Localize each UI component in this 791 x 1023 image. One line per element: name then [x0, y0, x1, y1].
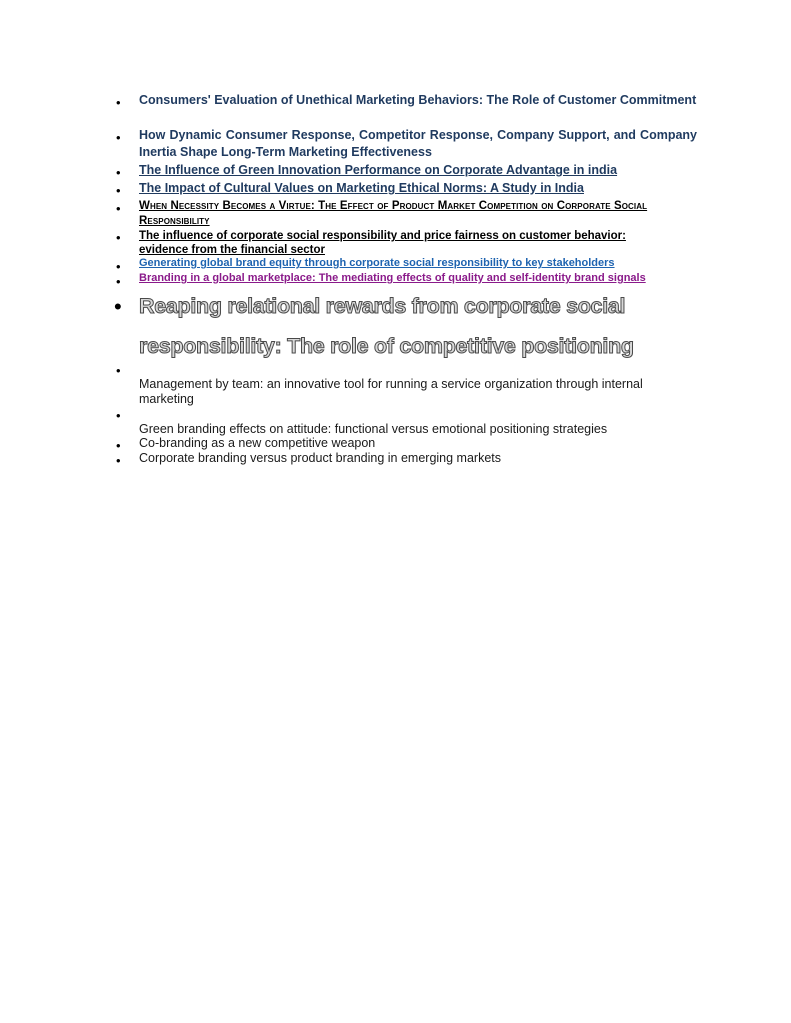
list-item-text: The influence of corporate social responsibility and price fairness on customer behavior: evidence from the financial sector: [139, 230, 626, 256]
bullet: •: [116, 183, 121, 198]
list-item-link[interactable]: Generating global brand equity through corporate social responsibility to key stakeholders: [139, 257, 615, 269]
list-item: Management by team: an innovative tool for running a service organization through internal marketing: [139, 377, 643, 406]
bullet: •: [116, 259, 121, 274]
list-item: Green branding effects on attitude: functional versus emotional positioning strategies: [139, 422, 608, 436]
list-item: Consumers' Evaluation of Unethical Marketing Behaviors: The Role of Customer Commitment: [139, 93, 697, 107]
list-item-link[interactable]: When Necessity Becomes a Virtue: The Effect of Product Market Competition on Corporate Social Responsibility: [139, 200, 648, 227]
list-item-link[interactable]: [139, 229, 639, 257]
list-item: Co-branding as a new competitive weapon: [139, 436, 376, 450]
list-item: Reaping relational rewards from corporate social responsibility: The role of competitive positioning: [139, 294, 634, 358]
bullet: •: [116, 453, 121, 468]
list-item: How Dynamic Consumer Response, Competitor Response, Company Support, and Company Inertia Shape Long-Term Marketing Effectiveness: [139, 128, 697, 159]
list-item: Corporate branding versus product branding in emerging markets: [139, 451, 501, 465]
bullet: •: [116, 363, 121, 378]
bullet: •: [116, 201, 121, 216]
bullet: •: [114, 294, 122, 319]
bullet: •: [116, 274, 121, 289]
bullet: •: [116, 438, 121, 453]
bullet: •: [116, 165, 121, 180]
bullet: •: [116, 230, 121, 245]
bullet: •: [116, 130, 121, 145]
bullet: •: [116, 95, 121, 110]
list-item-link[interactable]: The Influence of Green Innovation Performance on Corporate Advantage in india: [139, 163, 618, 177]
list-item-link[interactable]: The Impact of Cultural Values on Marketing Ethical Norms: A Study in India: [139, 181, 584, 195]
bullet: •: [116, 408, 121, 423]
list-item-link[interactable]: Branding in a global marketplace: The mediating effects of quality and self-identity brand signals: [139, 272, 646, 284]
